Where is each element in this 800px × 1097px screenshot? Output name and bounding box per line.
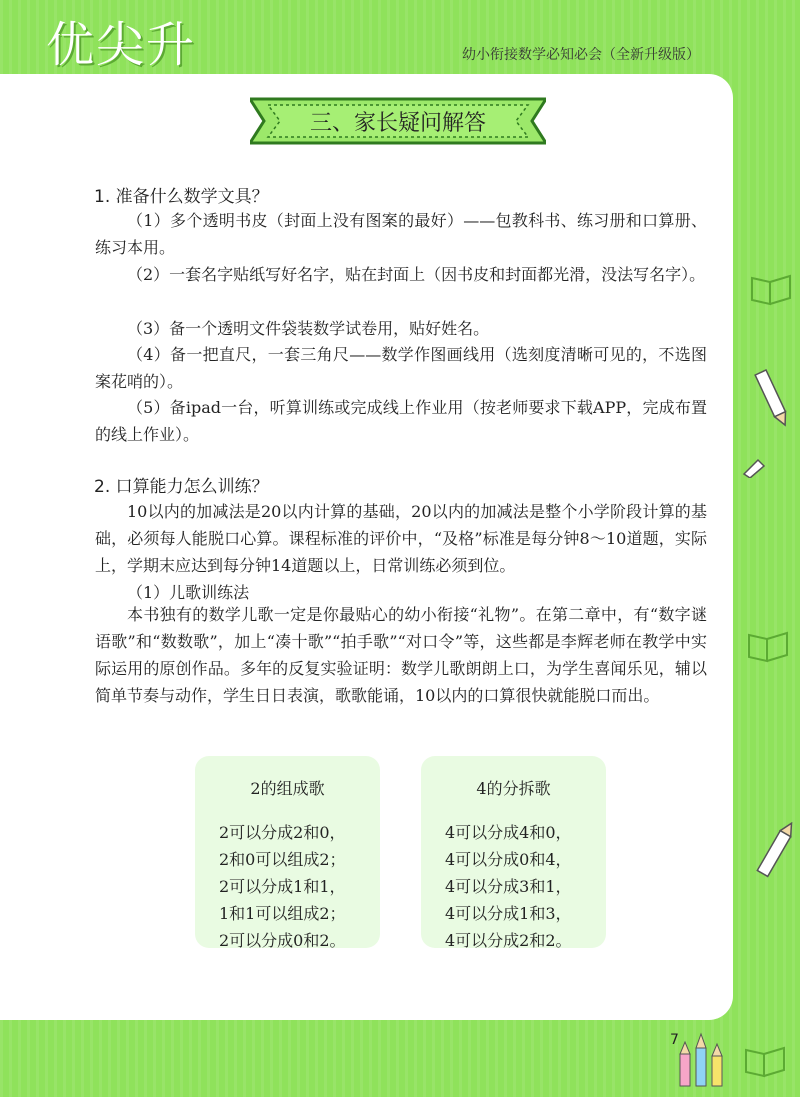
book-doodle-icon <box>740 1040 790 1080</box>
list-item: （1）多个透明书皮（封面上没有图案的最好）——包教科书、练习册和口算册、练习本用。 <box>95 211 707 257</box>
song-title: 2的组成歌 <box>250 779 325 798</box>
song-box <box>421 756 606 948</box>
book-doodle-icon <box>743 625 793 665</box>
list-item: （5）备ipad一台，听算训练或完成线上作业用（按老师要求下载APP，完成布置的线上作业）。 <box>95 398 707 444</box>
series-title: 幼小衔接数学必知必会（全新升级版） <box>462 47 700 63</box>
list-item: （3）备一个透明文件袋装数学试卷用，贴好姓名。 <box>127 319 490 338</box>
pencils-doodle-icon <box>676 1030 736 1088</box>
song-line: 4可以分成3和1， <box>445 877 572 896</box>
pencil-doodle-icon <box>744 822 800 892</box>
song-line: 2可以分成0和2。 <box>219 931 346 950</box>
song-line: 4可以分成1和3， <box>445 904 572 923</box>
pencil-doodle-icon <box>744 362 800 432</box>
paragraph: 本书独有的数学儿歌一定是你最贴心的幼小衔接“礼物”。在第二章中，有“数字谜语歌”和“数数歌”，加上“凑十歌”“拍手歌”“对口令”等，这些都是李辉老师在教学中实际运用的原创作品。多年的反复实验证明：数学儿歌朗朗上口，为学生喜闻乐见，辅以简单节奏与动作，学生日日表演，歌歌能诵，10以内的口算很快就能脱口而出。 <box>95 605 707 705</box>
list-item: （2）一套名字贴纸写好名字，贴在封面上（因书皮和封面都光滑，没法写名字）。 <box>127 265 706 284</box>
question-heading: 2. 口算能力怎么训练？ <box>94 477 269 497</box>
page-number: 7 <box>670 1032 679 1048</box>
song-line: 1和1可以组成2； <box>219 904 346 923</box>
pencil-doodle-icon <box>738 438 778 478</box>
song-line: 4可以分成4和0， <box>445 823 572 842</box>
paragraph: 10以内的加减法是20以内计算的基础，20以内的加减法是整个小学阶段计算的基础，必须每人能脱口心算。课程标准的评价中，“及格”标准是每分钟8～10道题，实际上，学期末应达到每分钟14道题以上，日常训练必须到位。 <box>95 502 707 575</box>
song-line: 2和0可以组成2； <box>219 850 346 869</box>
song-line: 4可以分成2和2。 <box>445 931 572 950</box>
book-doodle-icon <box>746 268 796 308</box>
sub-heading: （1）儿歌训练法 <box>127 583 250 602</box>
song-line: 2可以分成2和0， <box>219 823 346 842</box>
question-heading: 1. 准备什么数学文具？ <box>94 187 269 207</box>
list-item: （4）备一把直尺，一套三角尺——数学作图画线用（选刻度清晰可见的，不选图案花哨的）。 <box>95 345 707 391</box>
song-title: 4的分拆歌 <box>476 779 551 798</box>
song-box <box>195 756 380 948</box>
brand-logo: 优尖升 <box>46 17 197 73</box>
song-line: 4可以分成0和4， <box>445 850 572 869</box>
song-line: 2可以分成1和1， <box>219 877 346 896</box>
section-title: 三、家长疑问解答 <box>309 110 486 136</box>
